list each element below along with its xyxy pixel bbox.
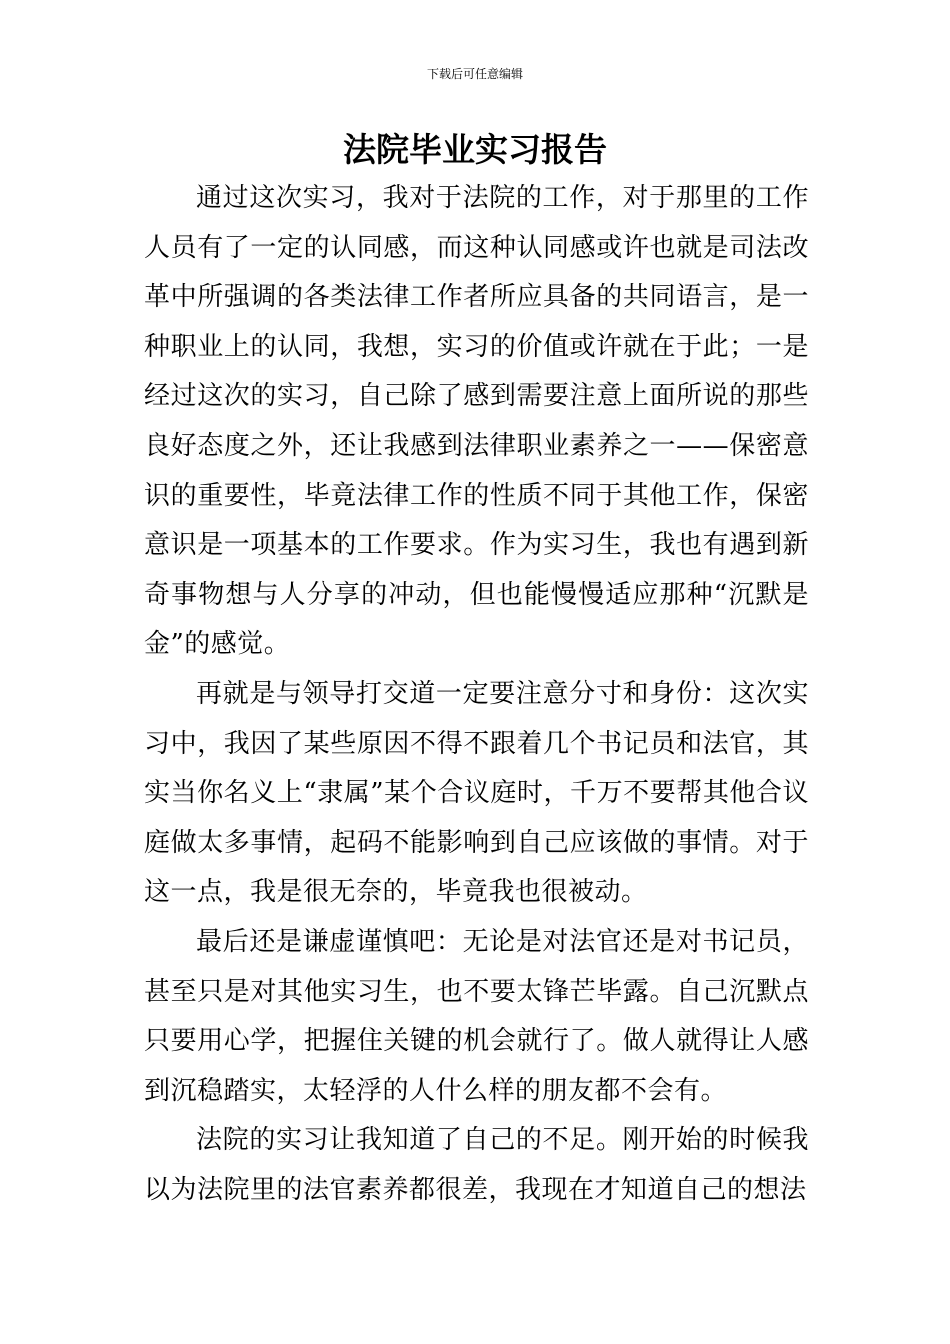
paragraph: 再就是与领导打交道一定要注意分寸和身份：这次实习中，我因了某些原因不得不跟着几个书记员和法官，其实当你名义上“隶属”某个合议庭时，千万不要帮其他合议庭做太多事情，起码不能影响到自己应该做的事情。对于这一点，我是很无奈的，毕竟我也很被动。 — [144, 678, 809, 908]
header-note: 下载后可任意编辑 — [426, 67, 523, 81]
document-title: 法院毕业实习报告 — [343, 130, 607, 169]
document-body — [144, 174, 809, 1215]
paragraph: 法院的实习让我知道了自己的不足。刚开始的时候我以为法院里的法官素养都很差，我现在才知道自己的想法 — [144, 1125, 809, 1205]
paragraph: 最后还是谦虚谨慎吧：无论是对法官还是对书记员，甚至只是对其他实习生，也不要太锋芒毕露。自己沉默点只要用心学，把握住关键的机会就行了。做人就得让人感到沉稳踏实，太轻浮的人什么样的朋友都不会有。 — [144, 926, 809, 1106]
paragraph: 通过这次实习，我对于法院的工作，对于那里的工作人员有了一定的认同感，而这种认同感或许也就是司法改革中所强调的各类法律工作者所应具备的共同语言，是一种职业上的认同，我想，实习的价值或许就在于此；一是经过这次的实习，自己除了感到需要注意上面所说的那些良好态度之外，还让我感到法律职业素养之一——保密意识的重要性，毕竟法律工作的性质不同于其他工作，保密意识是一项基本的工作要求。作为实习生，我也有遇到新奇事物想与人分享的冲动，但也能慢慢适应那种“沉默是金”的感觉。 — [144, 183, 809, 660]
